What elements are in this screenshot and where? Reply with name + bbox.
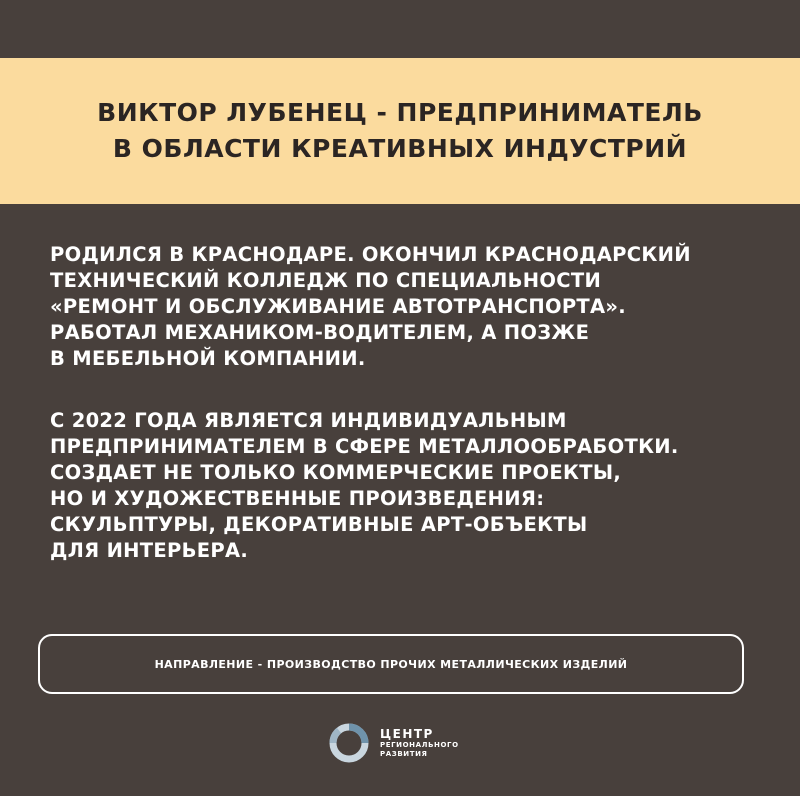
direction-label: НАПРАВЛЕНИЕ - ПРОИЗВОДСТВО ПРОЧИХ МЕТАЛЛИЧЕСКИХ ИЗДЕЛИЙ bbox=[154, 657, 628, 671]
ring-logo-icon bbox=[326, 720, 372, 766]
direction-box bbox=[38, 634, 744, 694]
logo-main-text: ЦЕНТР bbox=[380, 726, 434, 741]
page-title-line-2: В ОБЛАСТИ КРЕАТИВНЫХ ИНДУСТРИЙ bbox=[112, 134, 688, 163]
logo-sub-text-2: РАЗВИТИЯ bbox=[380, 749, 428, 758]
biography bbox=[50, 242, 760, 600]
bio-line: «РЕМОНТ И ОБСЛУЖИВАНИЕ АВТОТРАНСПОРТА». bbox=[50, 295, 627, 318]
logo-text bbox=[380, 728, 459, 759]
bio-line: СОЗДАЕТ НЕ ТОЛЬКО КОММЕРЧЕСКИЕ ПРОЕКТЫ, bbox=[50, 461, 622, 484]
bio-line: ДЛЯ ИНТЕРЬЕРА. bbox=[50, 539, 249, 562]
bio-line: В МЕБЕЛЬНОЙ КОМПАНИИ. bbox=[50, 347, 366, 370]
bio-line: ТЕХНИЧЕСКИЙ КОЛЛЕДЖ ПО СПЕЦИАЛЬНОСТИ bbox=[50, 269, 602, 292]
bio-line: ПРЕДПРИНИМАТЕЛЕМ В СФЕРЕ МЕТАЛЛООБРАБОТКИ. bbox=[50, 435, 679, 458]
center-logo bbox=[326, 720, 459, 766]
bio-line: РАБОТАЛ МЕХАНИКОМ-ВОДИТЕЛЕМ, А ПОЗЖЕ bbox=[50, 321, 590, 344]
page-title-line-1: ВИКТОР ЛУБЕНЕЦ - ПРЕДПРИНИМАТЕЛЬ bbox=[97, 98, 703, 127]
logo-sub-text-1: РЕГИОНАЛЬНОГО bbox=[380, 740, 459, 749]
bio-line: РОДИЛСЯ В КРАСНОДАРЕ. ОКОНЧИЛ КРАСНОДАРСКИЙ bbox=[50, 243, 691, 266]
bio-line: СКУЛЬПТУРЫ, ДЕКОРАТИВНЫЕ АРТ-ОБЪЕКТЫ bbox=[50, 513, 588, 536]
title-banner bbox=[0, 58, 800, 204]
biography-paragraph-1 bbox=[50, 242, 760, 372]
bio-line: С 2022 ГОДА ЯВЛЯЕТСЯ ИНДИВИДУАЛЬНЫМ bbox=[50, 409, 567, 432]
biography-paragraph-2 bbox=[50, 408, 760, 564]
bio-line: НО И ХУДОЖЕСТВЕННЫЕ ПРОИЗВЕДЕНИЯ: bbox=[50, 487, 545, 510]
